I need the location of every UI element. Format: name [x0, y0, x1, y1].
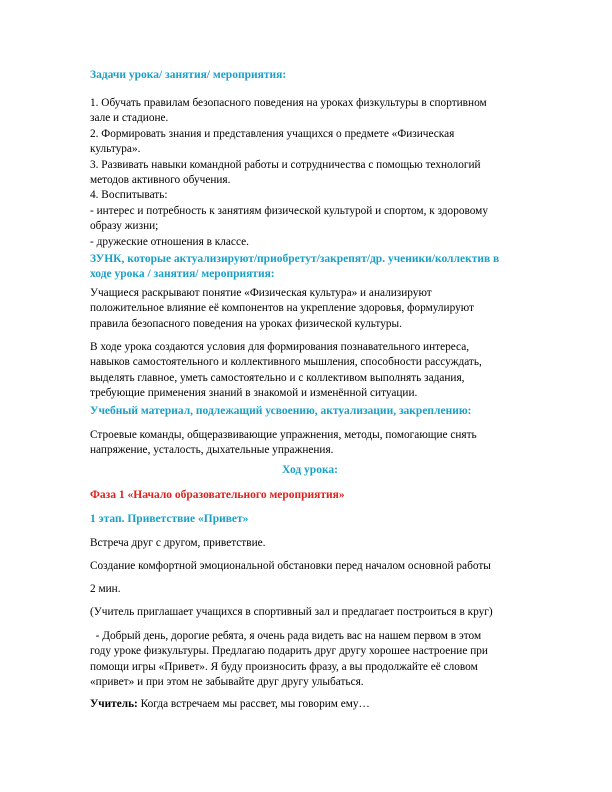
zunk-heading-line: ЗУНК, которые актуализируют/приобретут/закрепят/др. ученики/коллектив в [90, 253, 500, 265]
meeting-text: Встреча друг с другом, приветствие. [90, 537, 266, 549]
tasks-heading: Задачи урока/ занятия/ мероприятия: [90, 69, 287, 81]
material-line: напряжение, усталость, дыхательные упражнения. [90, 444, 334, 457]
time-block [90, 582, 530, 597]
tasks-section [90, 68, 530, 83]
note-block [90, 605, 530, 620]
tasks-line: - дружеские отношения в классе. [90, 235, 249, 248]
zunk-paragraph-1-text [90, 286, 530, 332]
phase-heading: Фаза 1 «Начало образовательного мероприятия» [90, 489, 345, 501]
phase-block [90, 488, 530, 503]
teacher-text: Когда встречаем мы рассвет, мы говорим ему… [137, 698, 370, 710]
zunk-heading [90, 252, 530, 282]
tasks-line: образу жизни; [90, 220, 159, 233]
zunk-paragraph-2-text [90, 340, 530, 402]
zunk-line: требующие применения знаний в знакомой и изменённой ситуации. [90, 387, 418, 400]
teacher-block [90, 697, 530, 712]
tasks-line: культура». [90, 143, 141, 156]
zunk-paragraph-2 [90, 340, 530, 402]
teacher-line [90, 697, 530, 712]
speech-line: помощи игры «Привет». Я буду произносить фразу, а вы продолжайте её словом [90, 660, 478, 673]
zunk-line: положительное влияние её компонентов на укрепление здоровья, формулируют [90, 302, 474, 315]
material-text [90, 428, 530, 459]
time-text: 2 мин. [90, 583, 121, 595]
zunk-heading-line: ходе урока / занятия/ мероприятия: [90, 268, 275, 280]
stage-block [90, 512, 530, 527]
zunk-paragraph-1 [90, 286, 530, 332]
stage-heading: 1 этап. Приветствие «Привет» [90, 513, 249, 525]
note-text: (Учитель приглашает учащихся в спортивный зал и предлагает построиться в круг) [90, 606, 493, 618]
material-section [90, 404, 530, 419]
teacher-label: Учитель: [90, 698, 138, 710]
speech-block [90, 629, 530, 691]
tasks-line: 3. Развивать навыки командной работы и сотрудничества с помощью технологий [90, 158, 481, 171]
zunk-line: В ходе урока создаются условия для формирования познавательного интереса, [90, 341, 470, 353]
zunk-line: навыков самостоятельного и коллективного мышления, способности рассуждать, [90, 356, 482, 369]
comfort-block [90, 559, 530, 574]
material-heading: Учебный материал, подлежащий усвоению, актуализации, закреплению: [90, 405, 472, 417]
tasks-list [90, 96, 530, 250]
speech-line: «привет» и при этом не забывайте друг другу улыбаться. [90, 676, 364, 689]
material-line: Строевые команды, общеразвивающие упражнения, методы, помогающие снять [90, 429, 477, 441]
tasks-line: методов активного обучения. [90, 174, 231, 187]
zunk-section [90, 252, 530, 282]
tasks-line: 2. Формировать знания и представления учащихся о предмете «Физическая [90, 127, 455, 140]
comfort-text: Создание комфортной эмоциональной обстановки перед началом основной работы [90, 560, 491, 572]
zunk-line: правила безопасного поведения на уроках физической культуры. [90, 317, 402, 330]
tasks-line: 4. Воспитывать: [90, 189, 168, 202]
meeting-block [90, 536, 530, 551]
speech-text [90, 629, 530, 691]
material-text-block [90, 428, 530, 459]
speech-line: - Добрый день, дорогие ребята, я очень рада видеть вас на нашем первом в этом [90, 630, 482, 642]
zunk-line: Учащиеся раскрывают понятие «Физическая культура» и анализируют [90, 287, 432, 299]
lesson-heading-block [90, 463, 530, 478]
tasks-line: зале и стадионе. [90, 112, 169, 125]
speech-line: году уроке физкультуры. Предлагаю подарить друг другу хорошее настроение при [90, 645, 488, 658]
tasks-text [90, 96, 530, 250]
lesson-heading: Ход урока: [282, 464, 338, 476]
zunk-line: выделять главное, уметь самостоятельно и с коллективом выполнять задания, [90, 371, 465, 384]
tasks-line: 1. Обучать правилам безопасного поведения на уроках физкультуры в спортивном [90, 97, 487, 109]
tasks-line: - интерес и потребность к занятиям физической культурой и спортом, к здоровому [90, 204, 488, 217]
